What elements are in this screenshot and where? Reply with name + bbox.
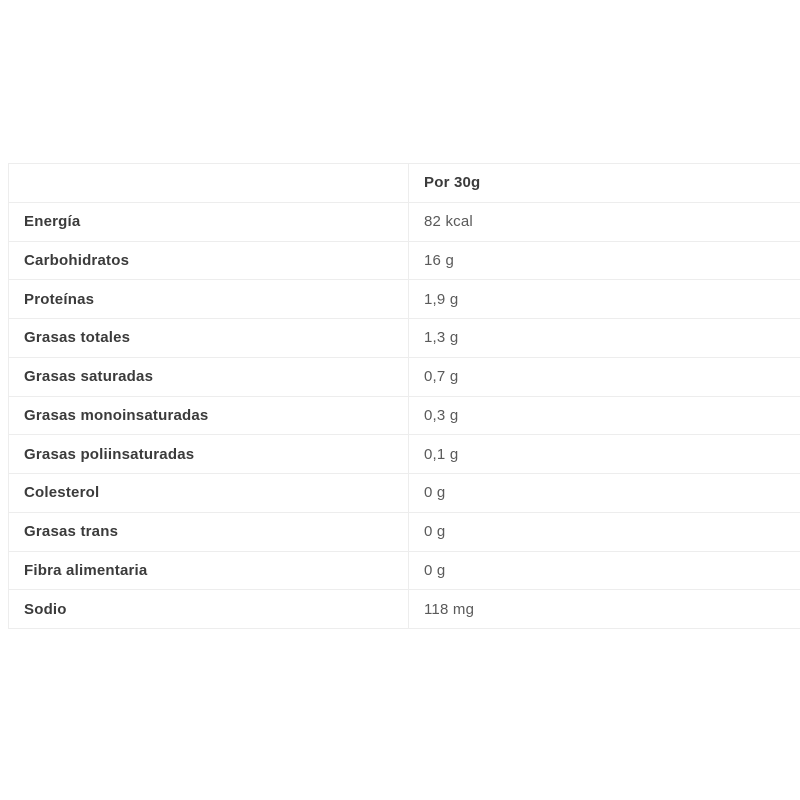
table-row: [9, 202, 800, 241]
table-row: [9, 357, 800, 396]
table-row: [9, 551, 800, 590]
table-row: [9, 435, 800, 474]
nutrient-value: 1,9 g: [409, 280, 800, 319]
nutrient-value: 118 mg: [409, 590, 800, 629]
nutrient-label: Proteínas: [9, 280, 409, 319]
nutrient-label: Carbohidratos: [9, 241, 409, 280]
nutrient-value: 0 g: [409, 474, 800, 513]
nutrient-value: 0,7 g: [409, 357, 800, 396]
nutrient-label: Grasas poliinsaturadas: [9, 435, 409, 474]
nutrient-value: 16 g: [409, 241, 800, 280]
nutrient-label: Grasas totales: [9, 319, 409, 358]
table-row: [9, 590, 800, 629]
table-body: [9, 202, 800, 628]
table-row: [9, 474, 800, 513]
nutrient-value: 0 g: [409, 512, 800, 551]
header-nutrient-cell: [9, 164, 409, 203]
nutrient-value: 0 g: [409, 551, 800, 590]
nutrient-value: 0,3 g: [409, 396, 800, 435]
nutrient-value: 0,1 g: [409, 435, 800, 474]
nutrition-table: [8, 163, 800, 629]
nutrition-table-container: [8, 163, 800, 629]
table-row: [9, 241, 800, 280]
table-row: [9, 280, 800, 319]
nutrient-value: 1,3 g: [409, 319, 800, 358]
nutrient-label: Grasas saturadas: [9, 357, 409, 396]
table-row: [9, 512, 800, 551]
nutrient-label: Energía: [9, 202, 409, 241]
header-serving-cell: Por 30g: [409, 164, 800, 203]
nutrient-label: Grasas monoinsaturadas: [9, 396, 409, 435]
nutrient-label: Sodio: [9, 590, 409, 629]
table-row: [9, 319, 800, 358]
nutrient-label: Grasas trans: [9, 512, 409, 551]
nutrient-value: 82 kcal: [409, 202, 800, 241]
table-row: [9, 396, 800, 435]
table-header-row: [9, 164, 800, 203]
nutrient-label: Fibra alimentaria: [9, 551, 409, 590]
nutrient-label: Colesterol: [9, 474, 409, 513]
